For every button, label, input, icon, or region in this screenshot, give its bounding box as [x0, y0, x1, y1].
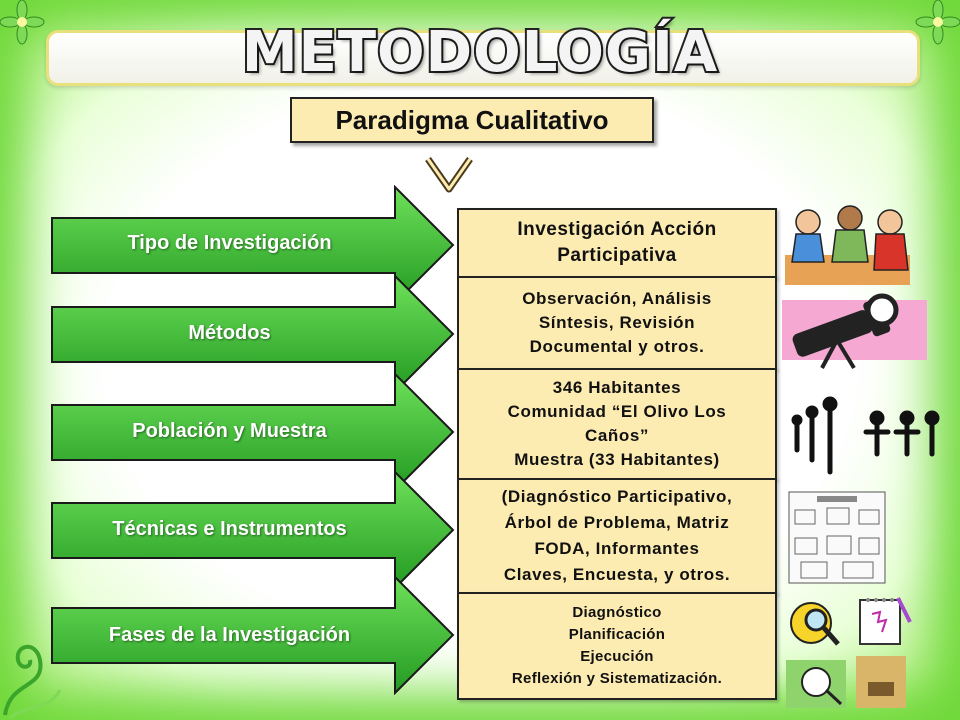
content-line: Ejecución: [580, 648, 654, 665]
stick-figures-icon: [782, 390, 942, 480]
content-line: 346 Habitantes: [552, 378, 682, 397]
content-box-fases-investigacion: [457, 592, 777, 700]
content-box-poblacion-muestra: [457, 368, 777, 480]
content-line: (Diagnóstico Participativo,: [501, 487, 733, 506]
row-label-tecnicas-instrumentos: Técnicas e Instrumentos: [112, 518, 347, 540]
row-label-metodos: Métodos: [188, 322, 271, 344]
content-box-metodos: [457, 276, 777, 370]
content-line: Reflexión y Sistematización.: [511, 670, 723, 687]
row-label-poblacion-muestra: Población y Muestra: [132, 420, 327, 442]
brainstorm-sheet-icon: [787, 490, 887, 585]
content-line: Síntesis, Revisión: [538, 313, 696, 332]
page-title: METODOLOGÍA: [241, 20, 719, 85]
content-box-tecnicas-instrumentos: [457, 478, 777, 594]
content-line: Caños”: [584, 426, 650, 445]
content-line: Árbol de Problema, Matriz: [504, 513, 730, 532]
content-line: Diagnóstico: [572, 604, 662, 621]
meeting-people-icon: [780, 200, 915, 290]
content-line: Planificación: [568, 626, 666, 643]
content-line: Comunidad “El Olivo Los: [507, 402, 727, 421]
content-line: Observación, Análisis: [522, 289, 712, 308]
paradigm-box: Paradigma Cualitativo: [290, 97, 654, 143]
content-line: Documental y otros.: [529, 337, 705, 356]
telescope-icon: [782, 290, 927, 370]
row-label-tipo-investigacion: Tipo de Investigación: [127, 232, 332, 254]
row-label-fases-investigacion: Fases de la Investigación: [108, 624, 351, 646]
worker-icon: [786, 654, 916, 710]
notepad-icon: [856, 592, 912, 648]
content-box-tipo-investigacion: [457, 208, 777, 278]
content-line: FODA, Informantes: [534, 539, 700, 558]
content-line: Muestra (33 Habitantes): [514, 450, 720, 469]
magnifier-icon: [786, 598, 846, 653]
content-line: Participativa: [557, 245, 677, 266]
content-line: Investigación Acción: [517, 219, 717, 240]
content-line: Claves, Encuesta, y otros.: [503, 565, 731, 584]
